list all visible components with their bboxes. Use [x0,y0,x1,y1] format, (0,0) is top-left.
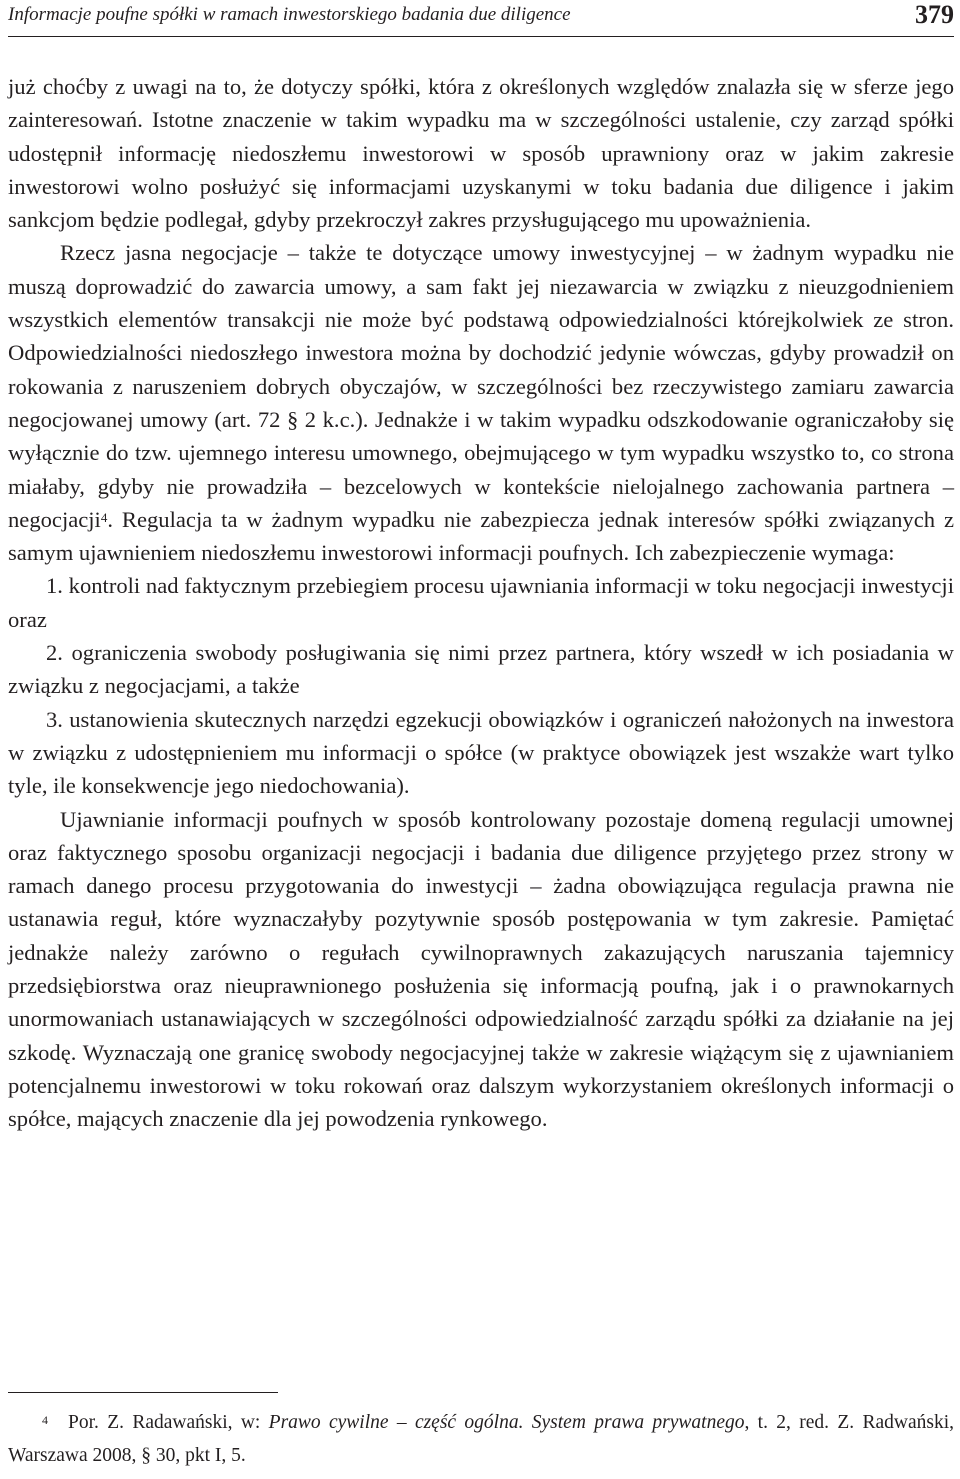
footnote-number: 4 [42,1413,48,1427]
footnote [8,1406,954,1472]
paragraph-2-part-2: . Regulacja ta w żadnym wypadku nie zabezpiecza jednak interesów spółki związanych z samym ujawnieniem niedoszłemu inwestorowi informacji poufnych. Ich zabezpieczenie wymaga: [8,506,954,566]
footnote-title: Prawo cywilne – część ogólna. System prawa prywatnego [268,1412,745,1433]
footnote-suffix: , t. 2, red. Z. Radwański, Warszawa 2008, § 30, pkt I, 5. [8,1412,954,1466]
list-item-3: 3. ustanowienia skutecznych narzędzi egzekucji obowiązków i ograniczeń nałożonych na inwestora w związku z udostępnieniem mu informacji o spółce (w praktyce obowiązek jest wszakże wart tylko tyle, ile konsekwencje jego niedochowania). [8,706,954,799]
paragraph-1: już choćby z uwagi na to, że dotyczy spółki, która z określonych względów znalazła się w sferze jego zainteresowań. Istotne znaczenie w takim wypadku ma w szczególności ustalenie, czy zarząd spółki udostępnił informację niedoszłemu inwestorowi w sposób uprawniony oraz w jakim zakresie inwestorowi wolno posłużyć się informacjami uzyskanymi w toku badania due diligence i jakim sankcjom będzie podlegał, gdyby przekroczył zakres przysługującego mu upoważnienia. [8,74,954,233]
footnote-separator [8,1392,278,1393]
paragraph-2 [8,236,954,569]
paragraph-3: Ujawnianie informacji poufnych w sposób kontrolowany pozostaje domeną regulacji umownej oraz faktycznego sposobu organizacji negocjacji i badania due diligence przyjętego przez strony w ramach danego procesu przygotowania do inwestycji – żadna obowiązująca regulacja prawna nie ustanawia reguł, które wyznaczałyby pozytywnie sposób postępowania w tym zakresie. Pamiętać jednakże należy zarówno o regułach cywilnoprawnych zakazujących naruszania tajemnicy przedsiębiorstwa oraz nieuprawnionego posłużenia się informacją poufną, jak i o prawnokarnych unormowaniach ustanawiających w szczególności odpowiedzialność zarządu spółki za działanie na jej szkodę. Wyznaczają one granicę swobody negocjacyjnej także w zakresie wiążącym się z ujawnianiem potencjalnemu inwestorowi w toku rokowań oraz dalszym wykorzystaniem określonych informacji o spółce, mających znaczenie dla jej powodzenia rynkowego. [8,806,954,1132]
running-header [8,0,954,37]
page-number: 379 [915,0,954,29]
footnote-reference[interactable]: 4 [100,509,108,525]
list-item-1: 1. kontroli nad faktycznym przebiegiem procesu ujawniania informacji w toku negocjacji inwestycji oraz [8,573,954,632]
list-item-2: 2. ograniczenia swobody posługiwania się nimi przez partnera, który wszedł w ich posiadania w związku z negocjacjami, a także [8,640,954,699]
footnote-prefix: Por. Z. Radawański, w: [68,1412,269,1433]
book-page [8,0,954,1479]
paragraph-2-part-1: Rzecz jasna negocjacje – także te dotyczące umowy inwestycyjnej – w żadnym wypadku nie muszą doprowadzić do zawarcia umowy, a sam fakt jej niezawarcia w związku z nieuzgodnieniem wszystkich elementów transakcji nie może być podstawą odpowiedzialności którejkolwiek ze stron. Odpowiedzialności niedoszłego inwestora można by dochodzić jedynie wówczas, gdyby prowadził on rokowania z naruszeniem dobrych obyczajów, w szczególności bez rzeczywistego zamiaru zawarcia negocjowanej umowy (art. 72 § 2 k.c.). Jednakże i w takim wypadku odszkodowanie ograniczałoby się wyłącznie do tzw. ujemnego interesu umownego, obejmującego w tym wypadku wszystko to, co strona miałaby, gdyby nie prowadziła – bezcelowych w kontekście nielojalnego zachowania partnera – negocjacji [8,240,954,532]
main-text [8,70,954,1136]
running-title: Informacje poufne spółki w ramach inwestorskiego badania due diligence [8,4,571,25]
